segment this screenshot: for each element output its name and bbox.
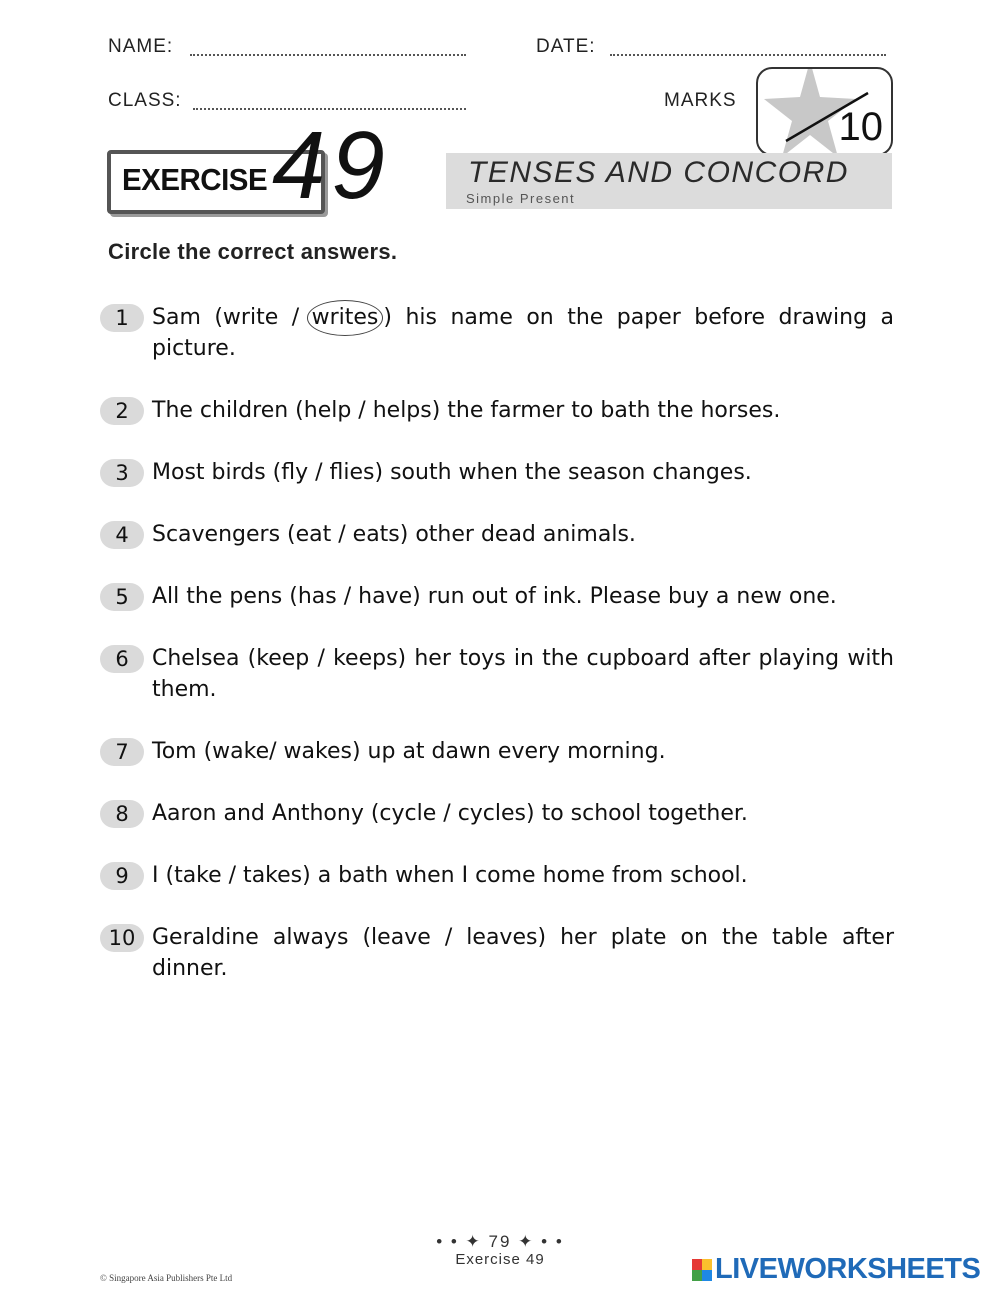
class-label: CLASS:	[108, 90, 182, 111]
question-number: 10	[100, 924, 144, 952]
logo-cubes-icon	[692, 1259, 712, 1281]
question-number: 2	[100, 397, 144, 425]
marks-box	[756, 67, 893, 156]
question-text[interactable]	[152, 798, 894, 829]
page-number	[0, 1232, 1000, 1252]
worksheet-subtitle: Simple Present	[466, 191, 576, 206]
question-text[interactable]	[152, 519, 894, 550]
question-text-part: Tom (wake/ wakes) up at dawn every morning.	[152, 739, 666, 764]
date-field[interactable]	[610, 54, 886, 56]
name-label: NAME:	[108, 36, 174, 57]
page-exercise: Exercise 49	[455, 1251, 545, 1268]
question-number: 5	[100, 583, 144, 611]
question-text-part: All the pens (has / have) run out of ink. Please buy a new one.	[152, 584, 837, 609]
page-ornament-left: • • ✦	[436, 1232, 489, 1251]
question-text[interactable]	[152, 736, 894, 767]
question-text-part: Most birds (fly / flies) south when the season changes.	[152, 460, 752, 485]
question-text-part: Aaron and Anthony (cycle / cycles) to school together.	[152, 801, 748, 826]
question-text-part: Chelsea (keep / keeps) her toys in the cupboard after playing with them.	[152, 646, 894, 702]
marks-label: MARKS	[664, 90, 737, 111]
question-number: 6	[100, 645, 144, 673]
question-text[interactable]	[152, 860, 894, 891]
marks-total: 10	[838, 105, 883, 149]
question-text-part: Scavengers (eat / eats) other dead animals.	[152, 522, 636, 547]
question-text-part: I (take / takes) a bath when I come home from school.	[152, 863, 748, 888]
question-text-part: Geraldine always (leave / leaves) her plate on the table after dinner.	[152, 925, 894, 981]
question-text[interactable]	[152, 302, 894, 364]
question-text[interactable]	[152, 643, 894, 705]
question-text-part: ) his name on the paper before drawing a picture.	[152, 305, 894, 361]
name-field[interactable]	[190, 54, 466, 56]
exercise-number: 49	[272, 112, 391, 219]
question-text[interactable]	[152, 457, 894, 488]
logo-text: LIVEWORKSHEETS	[715, 1253, 981, 1285]
page-number-value: 79	[488, 1232, 512, 1251]
liveworksheets-logo[interactable]	[692, 1253, 980, 1286]
question-number: 9	[100, 862, 144, 890]
date-label: DATE:	[536, 36, 596, 57]
question-number: 8	[100, 800, 144, 828]
question-text-part: Sam (write /	[152, 305, 313, 330]
instruction: Circle the correct answers.	[108, 239, 398, 264]
circled-answer[interactable]: writes	[307, 300, 384, 336]
worksheet-title: TENSES AND CONCORD	[468, 156, 849, 189]
question-text[interactable]	[152, 395, 894, 426]
question-number: 1	[100, 304, 144, 332]
copyright: © Singapore Asia Publishers Pte Ltd	[100, 1273, 233, 1283]
question-text[interactable]	[152, 581, 894, 612]
question-text-part: The children (help / helps) the farmer to bath the horses.	[152, 398, 781, 423]
page-ornament-right: ✦ • •	[511, 1232, 564, 1251]
question-text[interactable]	[152, 922, 894, 984]
question-number: 7	[100, 738, 144, 766]
exercise-label: EXERCISE	[122, 162, 268, 197]
question-number: 3	[100, 459, 144, 487]
class-field[interactable]	[193, 108, 466, 110]
question-number: 4	[100, 521, 144, 549]
